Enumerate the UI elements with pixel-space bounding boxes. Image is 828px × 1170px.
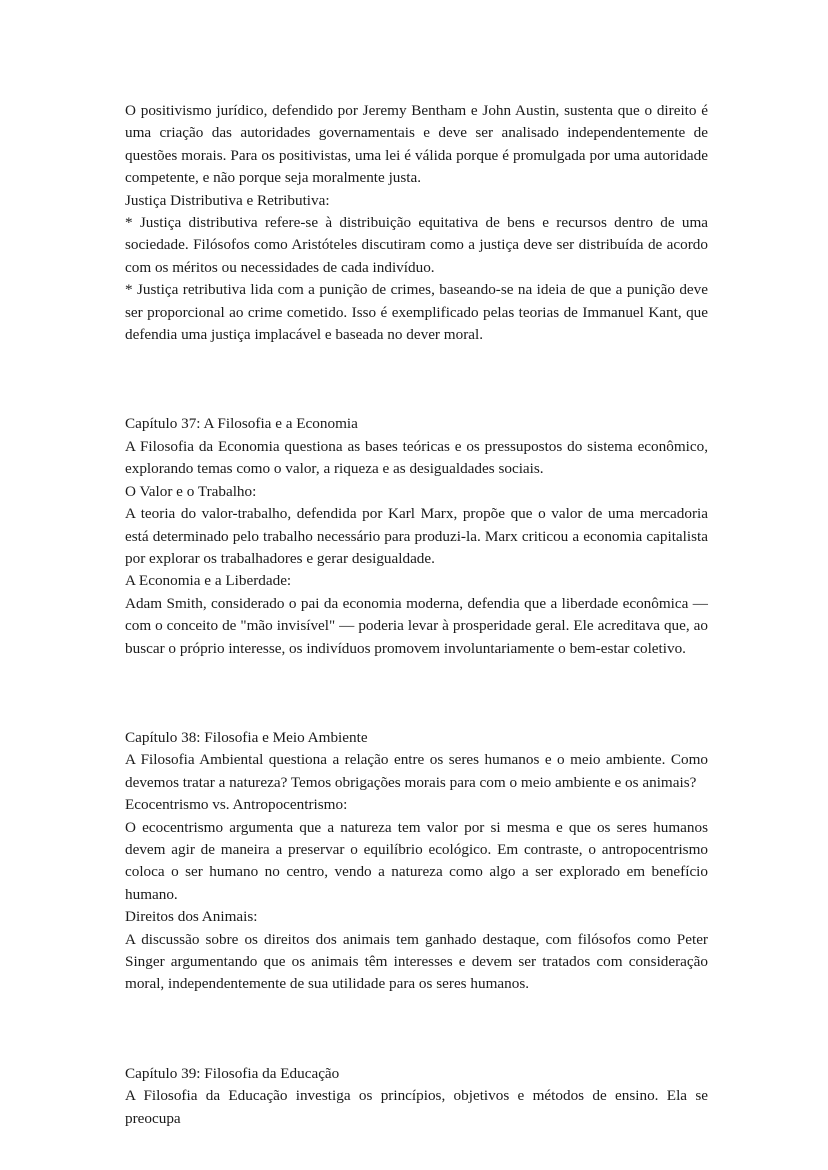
section-gap [125, 346, 708, 413]
chapter-38-heading-ecocentrism: Ecocentrismo vs. Antropocentrismo: [125, 796, 348, 814]
chapter-38-title: Capítulo 38: Filosofia e Meio Ambiente [125, 728, 368, 746]
intro-heading-justice: Justiça Distributiva e Retributiva: [125, 191, 330, 209]
intro-paragraph-retributive: * Justiça retributiva lida com a punição de crimes, baseando-se na ideia de que a punição deve ser proporcional ao crime cometido. Isso é exemplificado pelas teorias de Immanuel Kant, que defendia uma justiça implacável e baseada no dever moral. [125, 281, 708, 344]
chapter-37-heading-liberty: A Economia e a Liberdade: [125, 572, 292, 590]
chapter-38-paragraph-ecocentrism: O ecocentrismo argumenta que a natureza tem valor por si mesma e que os seres humanos devem agir de maneira a preservar o equilíbrio ecológico. Em contraste, o antropocentrismo coloca o ser humano no centro, vendo a natureza como algo a ser explorado em benefício humano. [125, 818, 708, 903]
chapter-38-paragraph-intro: A Filosofia Ambiental questiona a relação entre os seres humanos e o meio ambiente. Como devemos tratar a natureza? Temos obrigações morais para com o meio ambiente e os animais? [125, 751, 708, 791]
chapter-37-paragraph-intro: A Filosofia da Economia questiona as bases teóricas e os pressupostos do sistema econômico, explorando temas como o valor, a riqueza e as desigualdades sociais. [125, 437, 708, 478]
intro-paragraph-positivism: O positivismo jurídico, defendido por Jeremy Bentham e John Austin, sustenta que o direito é uma criação das autoridades governamentais e deve ser analisado independentemente de questões morais. Para os positivistas, uma lei é válida porque é promulgada por uma autoridade competente, e não porque seja moralmente justa. [125, 102, 708, 187]
chapter-37-heading-value: O Valor e o Trabalho: [125, 482, 257, 500]
chapter-39-title: Capítulo 39: Filosofia da Educação [125, 1064, 340, 1082]
chapter-37-paragraph-liberty: Adam Smith, considerado o pai da economia moderna, defendia que a liberdade econômica — com o conceito de "mão invisível" — poderia levar à prosperidade geral. Ele acreditava que, ao buscar o próprio interesse, os indivíduos promovem involuntariamente o bem-estar coletivo. [125, 594, 708, 657]
document-page [125, 100, 708, 1130]
chapter-37-paragraph-value: A teoria do valor-trabalho, defendida por Karl Marx, propõe que o valor de uma mercadoria está determinado pelo trabalho necessário para produzi-la. Marx criticou a economia capitalista por explorar os trabalhadores e gerar desigualdade. [125, 505, 708, 567]
intro-paragraph-distributive: * Justiça distributiva refere-se à distribuição equitativa de bens e recursos dentro de uma sociedade. Filósofos como Aristóteles discutiram como a justiça deve ser distribuída de acordo com os méritos ou necessidades de cada indivíduo. [125, 214, 708, 276]
section-gap [125, 996, 708, 1063]
chapter-38-heading-animals: Direitos dos Animais: [125, 908, 258, 926]
chapter-38-paragraph-animals: A discussão sobre os direitos dos animais tem ganhado destaque, com filósofos como Peter Singer argumentando que os animais têm interesses e devem ser tratados com consideração moral, independentemente de sua utilidade para os seres humanos. [125, 930, 708, 993]
chapter-39-paragraph-intro: A Filosofia da Educação investiga os princípios, objetivos e métodos de ensino. Ela se preocupa [125, 1087, 708, 1127]
chapter-37-title: Capítulo 37: A Filosofia e a Economia [125, 415, 358, 433]
section-gap [125, 660, 708, 727]
